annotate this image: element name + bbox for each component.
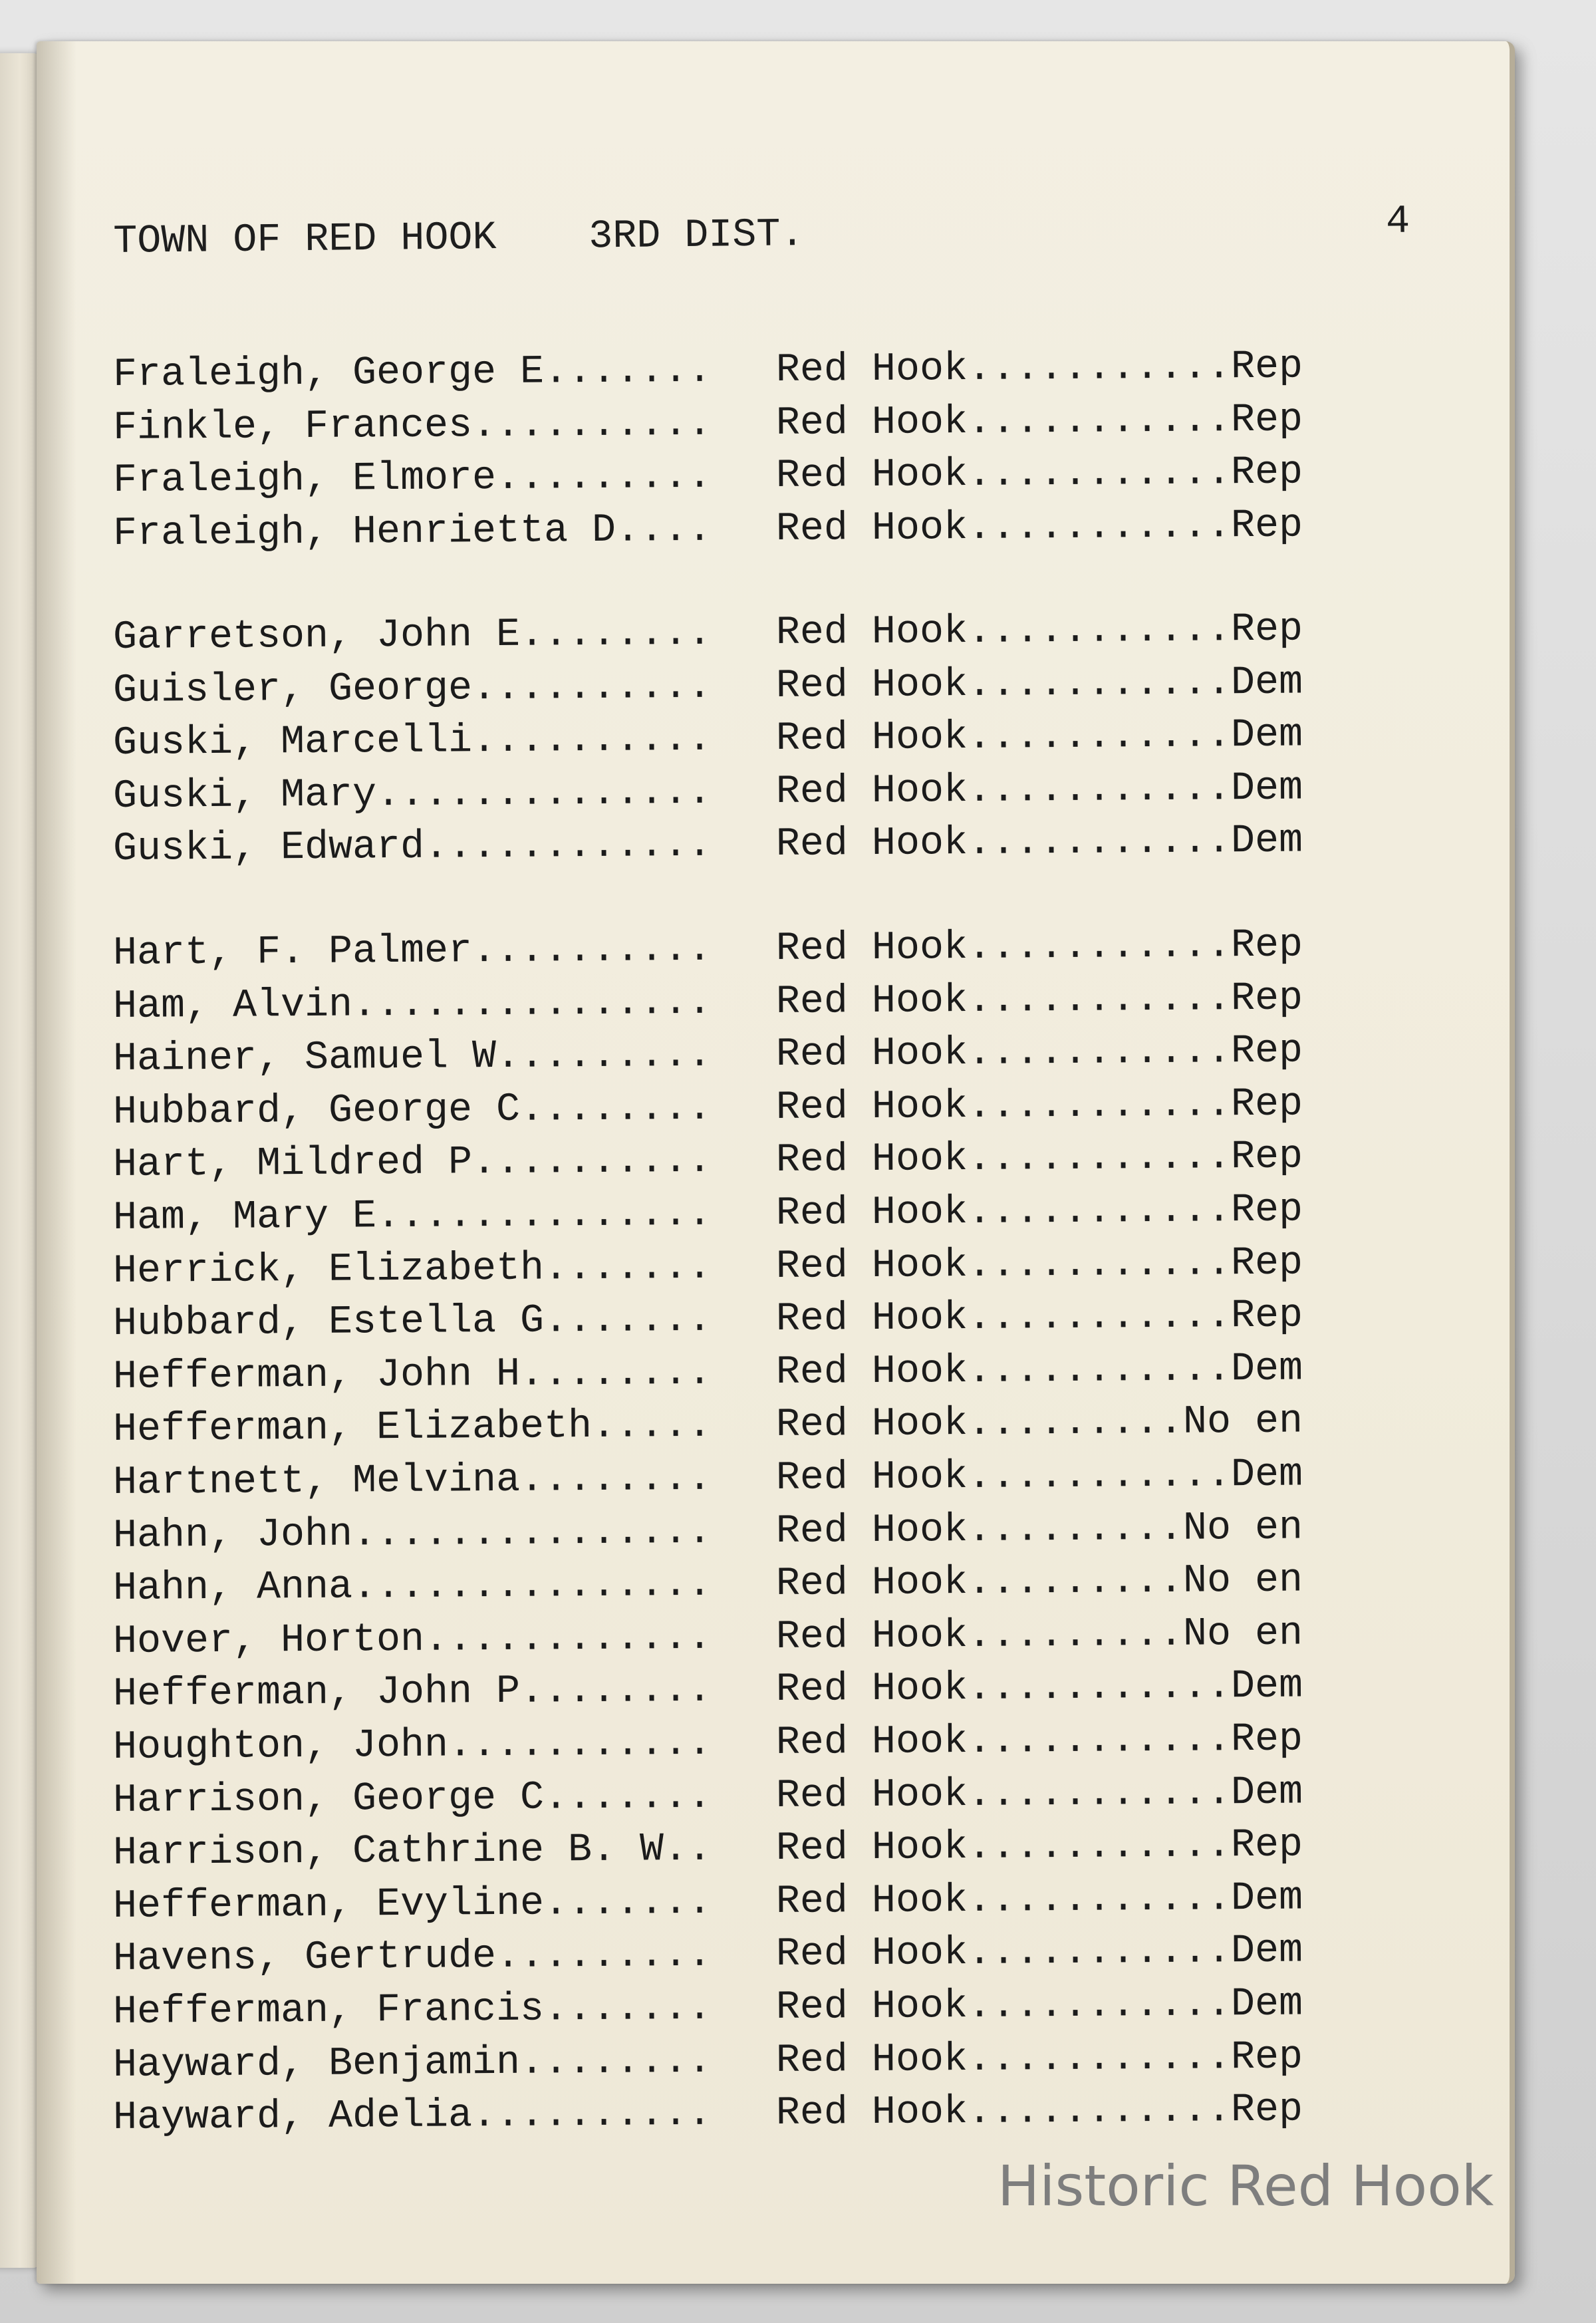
residence-party: Red Hook...........Rep [775,1822,1303,1872]
voter-name: Guski, Mary.............. [112,769,712,819]
list-item [113,1822,1414,1884]
voter-name: Hubbard, George C........ [112,1085,712,1135]
residence-party: Red Hook...........Rep [775,1134,1303,1184]
voter-name: Hainer, Samuel W......... [112,1032,712,1082]
list-item [113,343,1414,406]
list-item [113,712,1414,774]
residence-party: Red Hook...........Rep [775,1293,1303,1343]
voter-name: Hartnett, Melvina........ [112,1456,712,1506]
residence-party: Red Hook...........Dem [775,660,1303,710]
town-title: TOWN OF RED HOOK [113,215,497,265]
residence-party: Red Hook...........Rep [775,2034,1303,2084]
residence-party: Red Hook...........Dem [775,712,1303,762]
voter-name: Herrick, Elizabeth....... [112,1244,712,1294]
residence-party: Red Hook...........Rep [775,922,1303,972]
residence-party: Red Hook.........No en [775,1558,1303,1607]
list-item [113,1081,1414,1143]
voter-name: Hefferman, Elizabeth..... [112,1403,712,1452]
voter-name: Hart, F. Palmer.......... [112,926,712,976]
voter-name: Fraleigh, Elmore......... [112,454,712,503]
residence-party: Red Hook...........Rep [775,344,1303,394]
residence-party: Red Hook...........Rep [775,2087,1303,2137]
list-item [113,765,1414,827]
list-item [113,659,1414,722]
residence-party: Red Hook...........Dem [775,1928,1303,1978]
list-item [113,1504,1414,1567]
list-item [113,1027,1414,1090]
voter-name: Hart, Mildred P.......... [112,1138,712,1188]
residence-party: Red Hook.........No en [775,1399,1303,1448]
voter-name: Hefferman, Francis....... [112,1985,712,2035]
watermark: Historic Red Hook [998,2153,1494,2219]
district-label: 3RD DIST. [588,212,805,260]
list-item [113,1875,1414,1937]
list-item [113,922,1414,984]
voter-name: Ham, Alvin............... [112,980,712,1029]
voter-name: Hahn, Anna............... [112,1562,712,1611]
residence-party: Red Hook...........Dem [775,1981,1303,2031]
facing-page-edge [0,53,40,2268]
voter-name: Houghton, John........... [112,1720,712,1770]
residence-party: Red Hook...........Dem [775,1875,1303,1925]
voter-name: Havens, Gertrude......... [112,1932,712,1982]
voter-name: Hefferman, John P........ [112,1667,712,1717]
voter-name: Hahn, John............... [112,1509,712,1559]
list-item [113,449,1414,511]
voter-name: Guski, Edward............ [112,822,712,872]
list-item [113,1769,1414,1832]
voter-name: Harrison, Cathrine B. W.. [112,1826,712,1876]
residence-party: Red Hook...........Dem [775,1346,1303,1396]
list-item [113,817,1414,880]
voter-name: Guisler, George.......... [112,664,712,714]
list-item [113,1981,1414,2043]
voter-name: Garretson, John E........ [112,611,712,660]
list-item [113,1398,1414,1460]
page-number: 4 [1385,199,1410,245]
residence-party: Red Hook...........Rep [775,976,1303,1025]
residence-party: Red Hook...........Dem [775,1663,1303,1713]
list-item [113,1716,1414,1778]
residence-party: Red Hook...........Dem [775,1770,1303,1820]
list-item [113,1345,1414,1408]
residence-party: Red Hook...........Rep [775,450,1303,499]
list-item [113,1240,1414,1302]
list-item [113,1451,1414,1514]
voter-name: Fraleigh, George E....... [112,348,712,398]
residence-party: Red Hook...........Dem [775,818,1303,868]
list-item [113,1186,1414,1249]
residence-party: Red Hook.........No en [775,1611,1303,1661]
voter-name: Hefferman, John H........ [112,1350,712,1400]
list-item [113,1927,1414,1990]
list-item [113,396,1414,459]
residence-party: Red Hook...........Rep [775,607,1303,656]
voter-name: Hubbard, Estella G....... [112,1297,712,1347]
residence-party: Red Hook...........Rep [775,1187,1303,1237]
residence-party: Red Hook...........Rep [775,1028,1303,1078]
list-item [113,606,1414,668]
residence-party: Red Hook...........Dem [775,1452,1303,1502]
residence-party: Red Hook...........Rep [775,1716,1303,1766]
residence-party: Red Hook...........Rep [775,503,1303,553]
list-item [113,1610,1414,1673]
list-item [113,975,1414,1037]
voter-name: Ham, Mary E.............. [112,1191,712,1241]
list-item [113,1292,1414,1355]
list-item [113,1557,1414,1619]
residence-party: Red Hook...........Rep [775,397,1303,447]
list-item [113,502,1414,565]
voter-name: Hayward, Benjamin........ [112,2038,712,2088]
voter-name: Fraleigh, Henrietta D.... [112,507,712,557]
residence-party: Red Hook...........Rep [775,1240,1303,1290]
page-gutter-shadow [37,41,76,2284]
list-item [113,1133,1414,1196]
list-item [113,2086,1414,2149]
residence-party: Red Hook...........Rep [775,1081,1303,1131]
residence-party: Red Hook.........No en [775,1505,1303,1555]
voter-name: Harrison, George C....... [112,1774,712,1824]
voter-name: Hover, Horton............ [112,1615,712,1665]
voter-name: Hefferman, Evyline....... [112,1879,712,1929]
list-item [113,1663,1414,1725]
voter-name: Finkle, Frances.......... [112,401,712,451]
residence-party: Red Hook...........Dem [775,765,1303,815]
list-item [113,2034,1414,2096]
voter-name: Guski, Marcelli.......... [112,716,712,766]
voter-name: Hayward, Adelia.......... [112,2091,712,2141]
